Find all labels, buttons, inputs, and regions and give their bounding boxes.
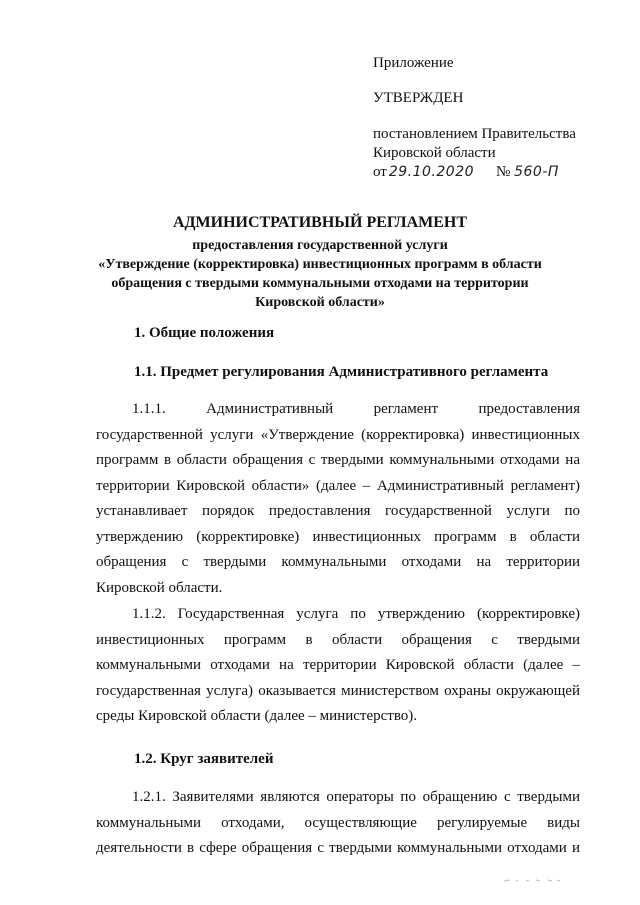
section-heading-1: 1. Общие положения bbox=[134, 325, 275, 341]
subtitle-line-4: Кировской области» bbox=[255, 295, 385, 310]
date-prefix: от bbox=[373, 164, 387, 180]
section-heading-1-1: 1.1. Предмет регулирования Административного регламента bbox=[134, 364, 549, 380]
subtitle-line-3: обращения с твердыми коммунальными отходами на территории bbox=[111, 276, 529, 291]
approved-label: УТВЕРЖДЕН bbox=[373, 90, 464, 106]
resolution-label: постановлением Правительства bbox=[373, 126, 576, 142]
document-subtitle bbox=[60, 236, 580, 312]
approval-block bbox=[373, 54, 613, 182]
handwritten-date: 29.10.2020 bbox=[388, 164, 475, 180]
handwritten-number: 560-П bbox=[514, 164, 559, 180]
paragraph-1-1-1 bbox=[96, 397, 580, 601]
paragraph-text: 1.2.1. Заявителями являются операторы по обращению с твердыми коммунальными отходами, осуществляющие регулируемые виды деятельности в сфере обращения с твердыми коммунальными отходами и bbox=[96, 789, 580, 856]
paragraph-1-2-1 bbox=[96, 785, 580, 862]
paragraph-text: 1.1.2. Государственная услуга по утверждению (корректировке) инвестиционных программ в области обращения с твердыми коммунальными отходами на территории Кировской области (далее – государственная услуга) оказывается министерством охраны окружающей среды Кировской области (далее – министерство). bbox=[96, 606, 580, 724]
number-prefix: № bbox=[496, 164, 511, 180]
date-number-line bbox=[373, 163, 613, 182]
section-heading-1-2: 1.2. Круг заявителей bbox=[134, 751, 274, 767]
subtitle-line-2: «Утверждение (корректировка) инвестиционных программ в области bbox=[98, 257, 542, 272]
region-label: Кировской области bbox=[373, 145, 496, 161]
paragraph-1-1-2 bbox=[96, 602, 580, 730]
document-title: АДМИНИСТРАТИВНЫЙ РЕГЛАМЕНТ bbox=[172, 214, 468, 231]
faint-mark bbox=[502, 876, 562, 884]
subtitle-line-1: предоставления государственной услуги bbox=[192, 238, 448, 253]
appendix-label: Приложение bbox=[373, 55, 454, 71]
paragraph-text: 1.1.1. Административный регламент предоставления государственной услуги «Утверждение (корректировка) инвестиционных программ в области обращения с твердыми коммунальными отходами на территории Кировской области» (далее – Административный регламент) устанавливает порядок предоставления государственной услуги по утверждению (корректировке) инвестиционных программ в области обращения с твердыми коммунальными отходами на территории Кировской области. bbox=[96, 401, 580, 596]
